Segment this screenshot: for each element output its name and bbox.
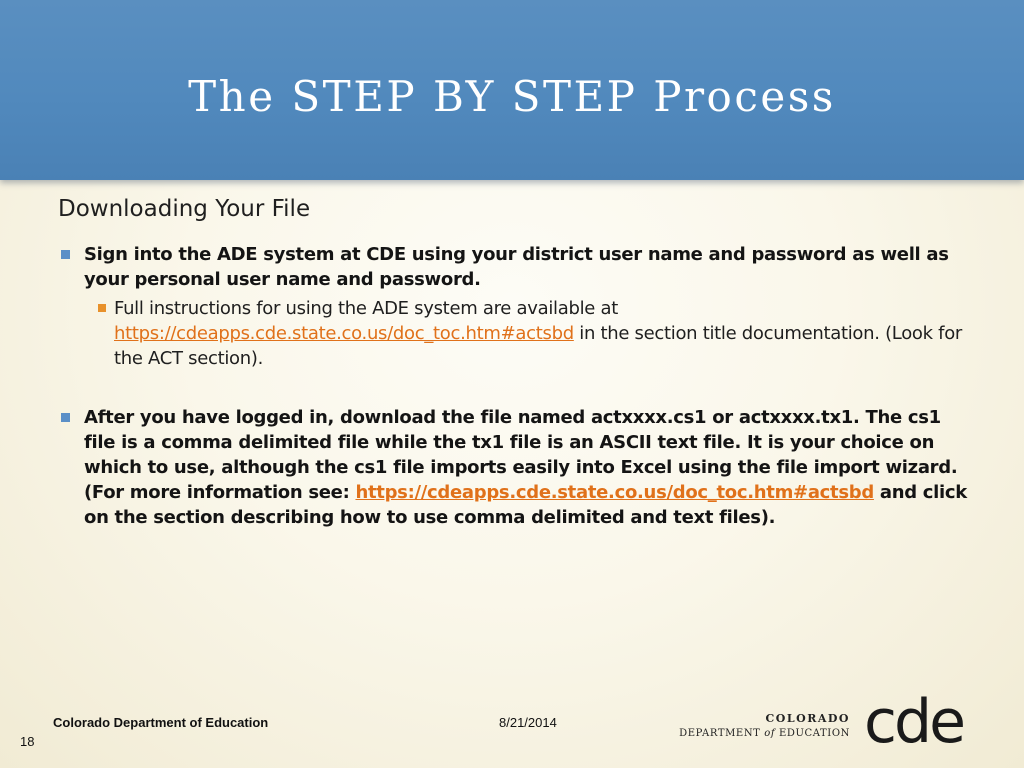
logo-department-text: DEPARTMENT of EDUCATION	[679, 728, 850, 739]
slide-title: The STEP BY STEP Process	[188, 72, 836, 121]
slide-header	[0, 0, 1024, 180]
bullet-item-2	[58, 405, 978, 530]
bullet-item-1	[58, 242, 978, 292]
square-bullet-icon	[98, 304, 106, 312]
square-bullet-icon	[61, 413, 70, 422]
footer-organization: Colorado Department of Education	[53, 715, 269, 730]
cde-wordmark-icon	[864, 694, 990, 750]
cde-logo	[679, 692, 990, 750]
file-format-docs-link[interactable]: https://cdeapps.cde.state.co.us/doc_toc.htm#actsbd	[355, 482, 874, 503]
logo-colorado-text: COLORADO	[765, 712, 850, 725]
sub-bullet-item-1	[58, 296, 978, 371]
bullet-2-after: and click on the section describing how to use comma delimited and text files).	[84, 482, 967, 528]
sub-bullet-1-after: in the section title documentation. (Look for the ACT section).	[114, 323, 963, 369]
slide-number: 18	[20, 734, 35, 749]
footer-date: 8/21/2014	[499, 715, 557, 730]
slide-subheading: Downloading Your File	[58, 196, 311, 222]
square-bullet-icon	[61, 250, 70, 259]
sub-bullet-1-before: Full instructions for using the ADE system are available at	[114, 298, 618, 319]
slide-content	[58, 196, 978, 530]
ade-docs-link[interactable]: https://cdeapps.cde.state.co.us/doc_toc.htm#actsbd	[114, 323, 574, 344]
bullet-1-text: Sign into the ADE system at CDE using your district user name and password as well as your personal user name and password.	[84, 244, 949, 290]
bullet-2-before: After you have logged in, download the file named actxxxx.cs1 or actxxxx.tx1. The cs1 file is a comma delimited file while the tx1 file is an ASCII text file. It is your choice on which to use, although the cs1 file imports easily into Excel using the file import wizard. (For more information see:	[84, 407, 958, 503]
svg-text:cde: cde	[864, 694, 963, 750]
